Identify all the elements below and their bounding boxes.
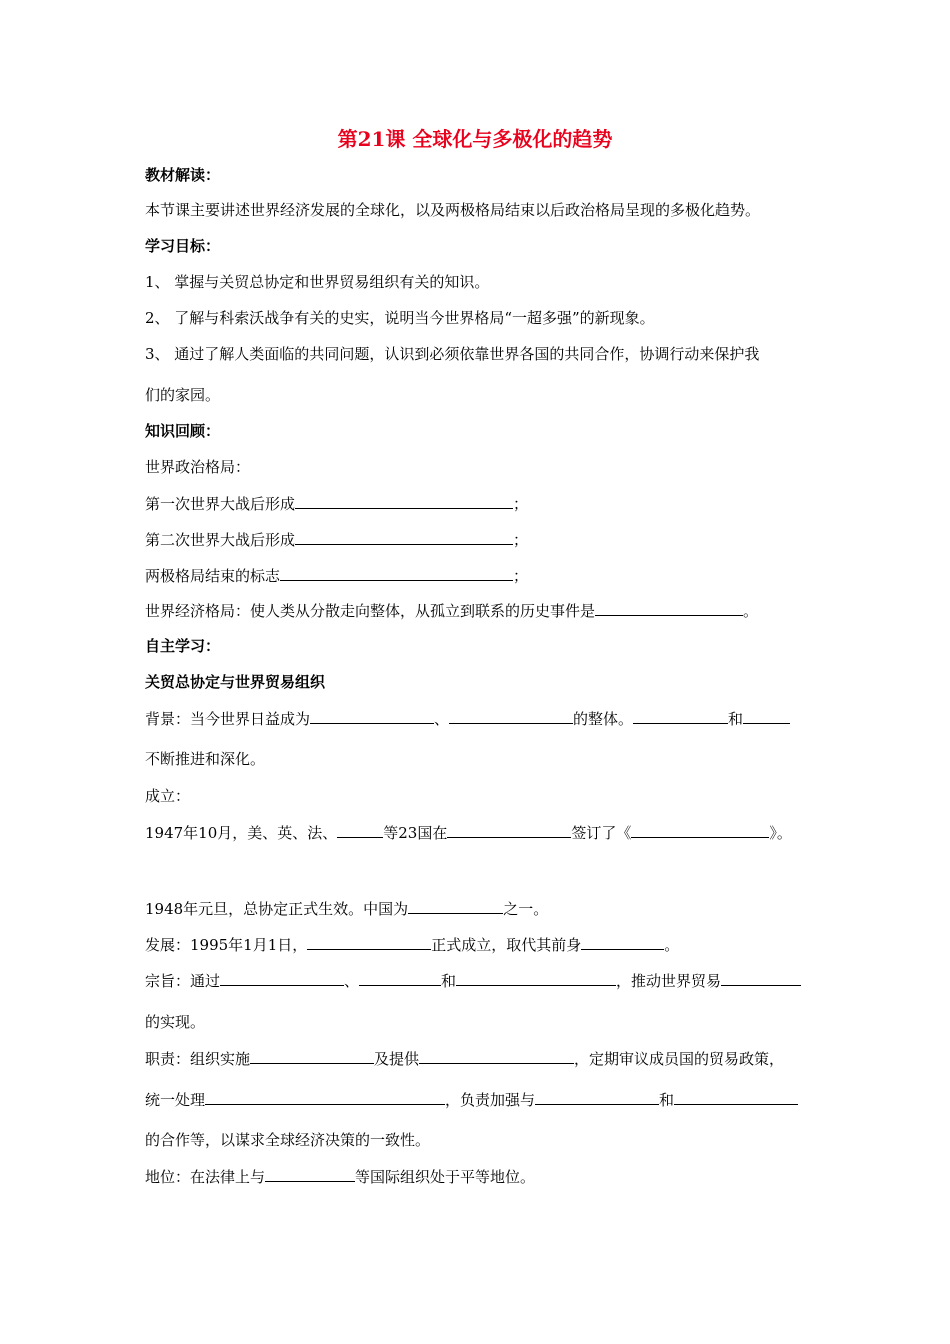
section-heading-jiaocai: 教材解读：	[145, 166, 221, 184]
fill-blank[interactable]	[310, 708, 434, 724]
duty-line: 职责：组织实施 及提供 ，定期审议成员国的贸易政策，	[145, 1050, 785, 1068]
fill-blank[interactable]	[265, 1166, 355, 1182]
founded-line: 1947年10月，美、英、法、 等23国在 签订了《 》。	[145, 824, 792, 842]
lesson-title: 第21课 全球化与多极化的趋势	[337, 127, 613, 151]
fill-blank[interactable]	[456, 970, 616, 986]
section-heading-mubiao: 学习目标：	[145, 237, 221, 255]
fill-blank[interactable]	[449, 708, 573, 724]
background-line-cont: 不断推进和深化。	[145, 750, 266, 768]
fill-blank[interactable]	[220, 970, 344, 986]
bipolar-end-line: 两极格局结束的标志 ；	[145, 567, 529, 585]
ww1-line: 第一次世界大战后形成 ；	[145, 495, 529, 513]
background-line: 背景：当今世界日益成为 、 的整体。 和	[145, 708, 790, 729]
ww2-line: 第二次世界大战后形成 ；	[145, 531, 529, 549]
jiaocai-text: 本节课主要讲述世界经济发展的全球化，以及两极格局结束以后政治格局呈现的多极化趋势。	[145, 201, 761, 219]
fill-blank[interactable]	[359, 970, 441, 986]
founded-label: 成立：	[145, 787, 191, 805]
aim-line-cont: 的实现。	[145, 1013, 206, 1031]
fill-blank[interactable]	[631, 822, 769, 838]
gatt-wto-subheading: 关贸总协定与世界贸易组织	[145, 673, 326, 691]
duty-line-cont: 的合作等，以谋求全球经济决策的一致性。	[145, 1131, 431, 1149]
fill-blank[interactable]	[295, 529, 513, 545]
fill-blank[interactable]	[408, 898, 503, 914]
fill-blank[interactable]	[674, 1089, 798, 1105]
fill-blank[interactable]	[743, 708, 790, 724]
goal-item-3-cont: 们的家园。	[145, 386, 221, 404]
aim-line: 宗旨：通过 、 和 ，推动世界贸易	[145, 970, 801, 991]
fill-blank[interactable]	[295, 493, 513, 509]
goal-item-2: 2、 了解与科索沃战争有关的史实，说明当今世界格局“一超多强”的新现象。	[145, 309, 655, 327]
fill-blank[interactable]	[250, 1048, 374, 1064]
fill-blank[interactable]	[535, 1089, 659, 1105]
fill-blank[interactable]	[205, 1089, 445, 1105]
status-line: 地位：在法律上与 等国际组织处于平等地位。	[145, 1168, 536, 1186]
fill-blank[interactable]	[633, 708, 728, 724]
fill-blank[interactable]	[721, 970, 801, 986]
goal-item-3: 3、 通过了解人类面临的共同问题，认识到必须依靠世界各国的共同合作，协调行动来保护我	[145, 345, 760, 363]
economic-pattern-line: 世界经济格局：使人类从分散走向整体，从孤立到联系的历史事件是 。	[145, 602, 759, 620]
section-heading-huigu: 知识回顾：	[145, 422, 221, 440]
goal-item-1: 1、 掌握与关贸总协定和世界贸易组织有关的知识。	[145, 273, 490, 291]
fill-blank[interactable]	[337, 822, 383, 838]
fill-blank[interactable]	[280, 565, 513, 581]
fill-blank[interactable]	[581, 934, 664, 950]
political-pattern-label: 世界政治格局：	[145, 458, 251, 476]
fill-blank[interactable]	[419, 1048, 574, 1064]
section-heading-zizhu: 自主学习：	[145, 637, 221, 655]
fill-blank[interactable]	[447, 822, 571, 838]
duty-line-2: 统一处理 ，负责加强与 和	[145, 1089, 798, 1110]
effective-line: 1948年元旦，总协定正式生效。中国为 之一。	[145, 900, 549, 918]
fill-blank[interactable]	[595, 600, 743, 616]
fill-blank[interactable]	[307, 934, 431, 950]
development-line: 发展：1995年1月1日， 正式成立，取代其前身 。	[145, 936, 680, 954]
